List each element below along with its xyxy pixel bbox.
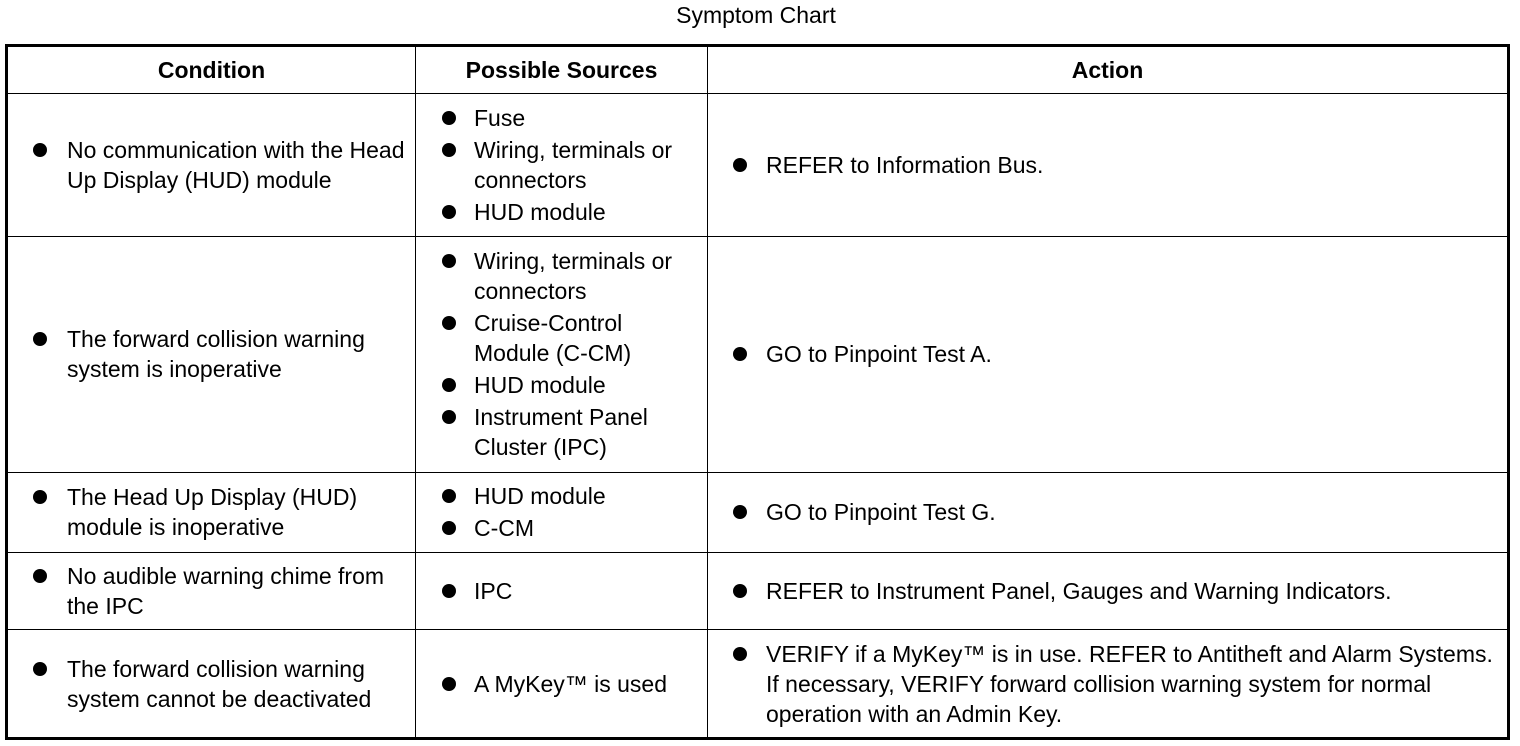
action-cell: [708, 94, 1509, 237]
condition-cell: [7, 94, 416, 237]
condition-item: The Head Up Display (HUD) module is inoperative: [8, 482, 415, 542]
header-possible-sources: Possible Sources: [416, 46, 708, 94]
source-item: Fuse: [416, 103, 707, 133]
action-item: REFER to Instrument Panel, Gauges and Warning Indicators.: [708, 576, 1507, 606]
condition-item: No audible warning chime from the IPC: [8, 561, 415, 621]
table-row: [7, 236, 1509, 472]
source-item: C-CM: [416, 513, 707, 543]
source-item: IPC: [416, 576, 707, 606]
table-row: [7, 94, 1509, 237]
source-item: Cruise-Control Module (C-CM): [416, 308, 707, 368]
action-item: VERIFY if a MyKey™ is in use. REFER to Antitheft and Alarm Systems. If necessary, VERIFY forward collision warning system for normal operation with an Admin Key.: [708, 639, 1507, 729]
sources-cell: [416, 472, 708, 552]
table-row: [7, 630, 1509, 739]
action-cell: [708, 553, 1509, 630]
source-item: Instrument Panel Cluster (IPC): [416, 402, 707, 462]
source-item: HUD module: [416, 370, 707, 400]
header-condition: Condition: [7, 46, 416, 94]
sources-cell: [416, 236, 708, 472]
action-cell: [708, 236, 1509, 472]
source-item: Wiring, terminals or connectors: [416, 246, 707, 306]
source-item: HUD module: [416, 481, 707, 511]
table-row: [7, 553, 1509, 630]
sources-cell: [416, 553, 708, 630]
action-item: REFER to Information Bus.: [708, 150, 1507, 180]
condition-item: The forward collision warning system cannot be deactivated: [8, 654, 415, 714]
table-row: [7, 472, 1509, 552]
condition-item: No communication with the Head Up Display (HUD) module: [8, 135, 415, 195]
condition-cell: [7, 236, 416, 472]
symptom-chart-table: [5, 44, 1510, 740]
table-header-row: [7, 46, 1509, 94]
sources-cell: [416, 94, 708, 237]
condition-item: The forward collision warning system is inoperative: [8, 324, 415, 384]
source-item: Wiring, terminals or connectors: [416, 135, 707, 195]
action-item: GO to Pinpoint Test A.: [708, 339, 1507, 369]
condition-cell: [7, 472, 416, 552]
header-action: Action: [708, 46, 1509, 94]
page-title: Symptom Chart: [676, 2, 836, 28]
action-item: GO to Pinpoint Test G.: [708, 497, 1507, 527]
condition-cell: [7, 553, 416, 630]
action-cell: [708, 472, 1509, 552]
action-cell: [708, 630, 1509, 739]
source-item: A MyKey™ is used: [416, 669, 707, 699]
condition-cell: [7, 630, 416, 739]
sources-cell: [416, 630, 708, 739]
source-item: HUD module: [416, 197, 707, 227]
